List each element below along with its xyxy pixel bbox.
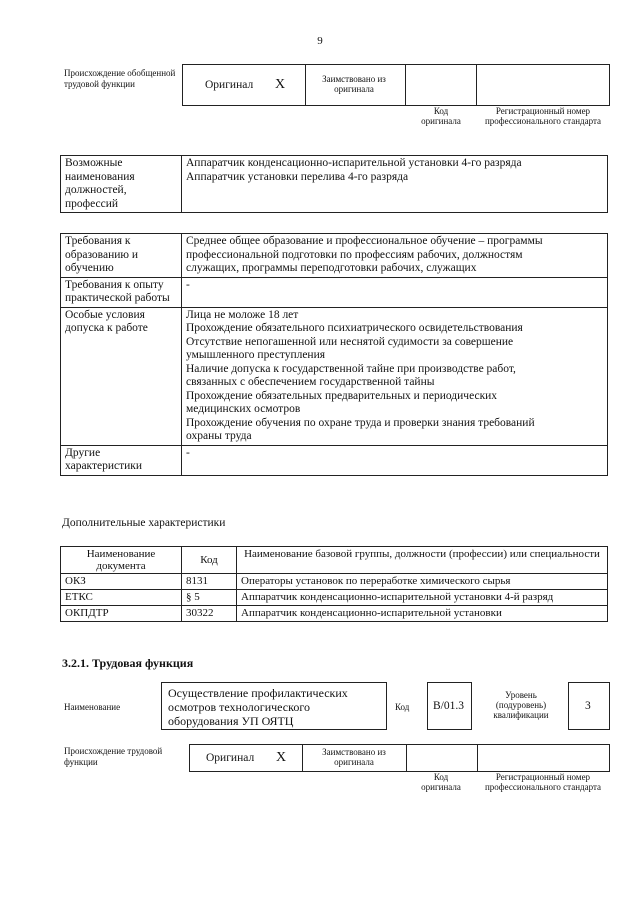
- reg-number-caption: Регистрационный номер профессионального стандарта: [484, 106, 602, 126]
- text-line: Среднее общее образование и профессиональное обучение – программы: [186, 235, 543, 247]
- positions-label: Возможные наименования должностей, профессий: [61, 156, 182, 213]
- table-cell: ОКЗ: [61, 574, 182, 590]
- text-line: Отсутствие непогашенной или неснятой судимости за совершение: [186, 335, 514, 348]
- requirement-value: [182, 307, 608, 445]
- text-line: связанных с обеспечением государственной тайны: [186, 376, 435, 388]
- table-row: [61, 445, 608, 475]
- requirement-value: [182, 445, 608, 475]
- function-name-line: осмотров технологического: [168, 700, 310, 714]
- function-name-line: оборудования УП ОЯТЦ: [168, 714, 294, 728]
- positions-table: [60, 155, 608, 213]
- text-line: -: [186, 446, 190, 459]
- column-header: Наименование базовой группы, должности (профессии) или специальности: [237, 547, 608, 574]
- requirement-label: Требования к образованию и обучению: [61, 234, 182, 278]
- table-cell: § 5: [182, 590, 237, 606]
- additional-table: [60, 546, 608, 622]
- table-row: [61, 307, 608, 445]
- borrowed-label: Заимствовано из оригинала: [322, 74, 386, 94]
- text-line: -: [186, 278, 190, 291]
- original-mark: X: [275, 77, 286, 92]
- table-row: [61, 590, 608, 606]
- section-heading: 3.2.1. Трудовая функция: [62, 656, 194, 670]
- text-line: Лица не моложе 18 лет: [186, 308, 299, 321]
- text-line: охраны труда: [186, 430, 252, 442]
- table-cell: 30322: [182, 606, 237, 622]
- positions-values: [182, 156, 608, 213]
- table-header-row: [61, 547, 608, 574]
- borrowed-label: Заимствовано из оригинала: [322, 747, 386, 767]
- table-cell: Аппаратчик конденсационно-испарительной установки 4-й разряд: [237, 590, 608, 606]
- table-row: [61, 277, 608, 307]
- table-row: [61, 574, 608, 590]
- table-cell: ЕТКС: [61, 590, 182, 606]
- function-name-box: [161, 682, 387, 730]
- table-cell: Аппаратчик конденсационно-испарительной установки: [237, 606, 608, 622]
- text-line: Прохождение обучения по охране труда и проверки знания требований: [186, 416, 535, 429]
- table-row: [61, 606, 608, 622]
- table-cell: 8131: [182, 574, 237, 590]
- requirements-table: [60, 233, 608, 476]
- table-cell: ОКПДТР: [61, 606, 182, 622]
- table-row: [61, 156, 608, 213]
- text-line: умышленного преступления: [186, 349, 326, 361]
- name-label: Наименование: [64, 702, 121, 712]
- requirement-label: Особые условия допуска к работе: [61, 307, 182, 445]
- origin-label: Происхождение обобщенной трудовой функции: [64, 68, 176, 89]
- original-label: Оригинал: [206, 752, 255, 764]
- requirement-label: Другие характеристики: [61, 445, 182, 475]
- function-name-line: Осуществление профилактических: [168, 686, 348, 700]
- code-label: Код: [395, 702, 410, 712]
- level-box: [568, 682, 610, 730]
- function-code: B/01.3: [433, 700, 464, 712]
- additional-title: Дополнительные характеристики: [62, 517, 226, 529]
- position-item: Аппаратчик установки перелива 4-го разряда: [186, 170, 409, 183]
- level-value: 3: [585, 700, 591, 712]
- text-line: служащих, программы переподготовки рабочих, служащих: [186, 262, 477, 274]
- column-header: Код: [182, 547, 237, 574]
- table-cell: Операторы установок по переработке химического сырья: [237, 574, 608, 590]
- origin-box: [189, 744, 610, 772]
- origin-box: [182, 64, 610, 106]
- text-line: медицинских осмотров: [186, 403, 301, 415]
- table-row: [61, 234, 608, 278]
- page-number: 9: [317, 35, 323, 47]
- text-line: Прохождение обязательного психиатрического освидетельствования: [186, 322, 523, 334]
- column-header: Наименование документа: [61, 547, 182, 574]
- text-line: профессиональной подготовки по профессиям рабочих, должностям: [186, 248, 523, 261]
- original-label: Оригинал: [205, 79, 254, 91]
- requirement-value: [182, 234, 608, 278]
- code-original-caption: Код оригинала: [421, 772, 461, 792]
- code-original-caption: Код оригинала: [421, 106, 461, 126]
- original-mark: X: [276, 750, 287, 765]
- requirement-value: [182, 277, 608, 307]
- level-label: Уровень (подуровень) квалификации: [493, 690, 549, 720]
- position-item: Аппаратчик конденсационно-испарительной установки 4-го разряда: [186, 157, 522, 169]
- requirement-label: Требования к опыту практической работы: [61, 277, 182, 307]
- reg-number-caption: Регистрационный номер профессионального стандарта: [484, 772, 602, 792]
- text-line: Прохождение обязательных предварительных и периодических: [186, 389, 498, 402]
- origin-label: Происхождение трудовой функции: [64, 746, 163, 767]
- text-line: Наличие допуска к государственной тайне при производстве работ,: [186, 362, 516, 375]
- code-box: [427, 682, 472, 730]
